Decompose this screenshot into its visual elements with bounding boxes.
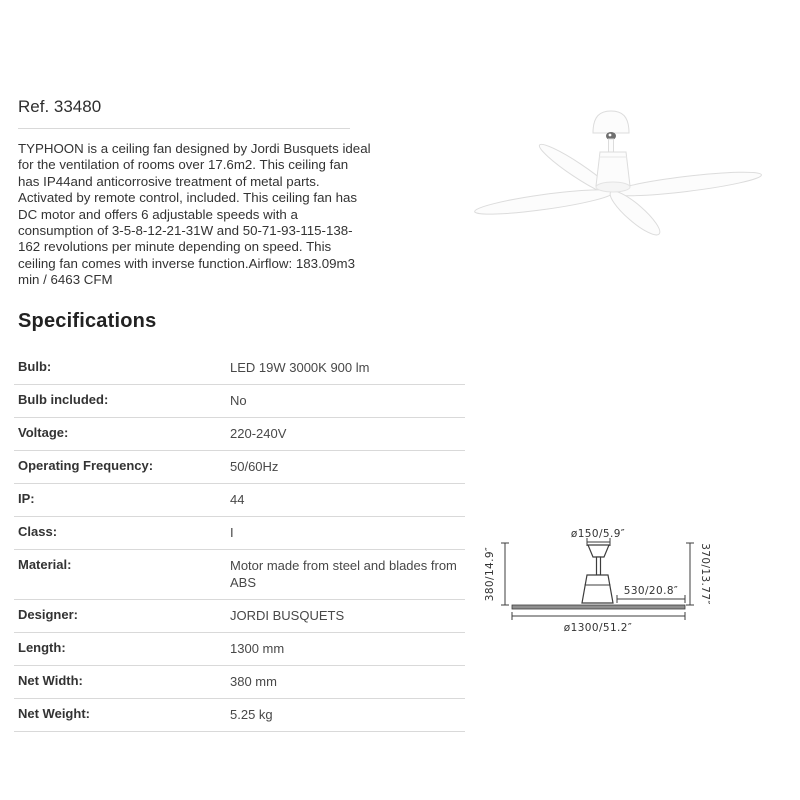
product-image-ceiling-fan — [460, 80, 780, 250]
spec-label: Bulb included: — [18, 392, 109, 407]
spec-row — [14, 666, 465, 699]
dim-height-right-label: 370/13.77″ — [699, 543, 711, 605]
spec-value: 50/60Hz — [230, 459, 279, 474]
fan-light-ring — [596, 182, 630, 192]
spec-table — [14, 352, 465, 732]
spec-label: Length: — [18, 640, 66, 655]
spec-value: Motor made from steel and blades from ABS — [230, 558, 457, 590]
spec-value: No — [230, 393, 247, 408]
spec-row — [14, 550, 465, 600]
spec-row — [14, 633, 465, 666]
product-description: TYPHOON is a ceiling fan designed by Jordi Busquets ideal for the ventilation of rooms over 17.6m2. This ceiling fan has IP44and anticorrosive treatment of metal parts. Activated by remote control, included. This ceiling fan has DC motor and offers 6 adjustable speeds with a consumption of 3-5-8-12-21-31W and 50-71-93-115-138-162 revolutions per minute depending on speed. This ceiling fan comes with inverse function.Airflow: 183.09m3 min / 6463 CFM — [18, 141, 371, 288]
spec-row — [14, 600, 465, 633]
spec-value: JORDI BUSQUETS — [230, 608, 345, 623]
ceiling-fan-illustration — [460, 80, 780, 250]
spec-value: 44 — [230, 492, 245, 507]
spec-value: 5.25 kg — [230, 707, 273, 722]
spec-label: IP: — [18, 491, 35, 506]
fan-blade-left — [474, 185, 615, 219]
spec-value: 1300 mm — [230, 641, 285, 656]
dim-canopy-diameter-label: ø150/5.9″ — [570, 528, 626, 540]
spec-value: 380 mm — [230, 674, 277, 689]
diagram-downrod — [597, 557, 601, 575]
dim-total-diameter-label: ø1300/51.2″ — [563, 622, 633, 634]
spec-value: LED 19W 3000K 900 lm — [230, 360, 370, 375]
dimension-diagram-svg — [480, 515, 715, 640]
spec-label: Designer: — [18, 607, 78, 622]
diagram-canopy — [588, 545, 609, 557]
product-reference: Ref. 33480 — [18, 97, 102, 116]
spec-label: Voltage: — [18, 425, 69, 440]
dimension-diagram — [480, 515, 715, 640]
spec-value: I — [230, 525, 234, 540]
spec-label: Net Width: — [18, 673, 83, 688]
spec-label: Operating Frequency: — [18, 458, 154, 473]
spec-label: Net Weight: — [18, 706, 90, 721]
diagram-motor — [582, 575, 613, 603]
dim-height-left-label: 380/14.9″ — [484, 546, 496, 602]
spec-row — [14, 484, 465, 517]
fan-blade-right — [610, 167, 763, 200]
spec-row — [14, 699, 465, 732]
fan-canopy — [593, 111, 629, 133]
spec-row — [14, 352, 465, 385]
spec-label: Material: — [18, 557, 72, 572]
spec-label: Bulb: — [18, 359, 52, 374]
diagram-blade-bar — [512, 605, 685, 609]
specifications-title: Specifications — [18, 310, 157, 332]
spec-label: Class: — [18, 524, 58, 539]
spec-row — [14, 418, 465, 451]
ref-divider — [18, 128, 350, 129]
fan-connector-highlight — [609, 134, 612, 137]
spec-row — [14, 385, 465, 418]
spec-row — [14, 451, 465, 484]
spec-row — [14, 517, 465, 550]
dim-blade-length-label: 530/20.8″ — [623, 585, 679, 597]
spec-value: 220-240V — [230, 426, 287, 441]
